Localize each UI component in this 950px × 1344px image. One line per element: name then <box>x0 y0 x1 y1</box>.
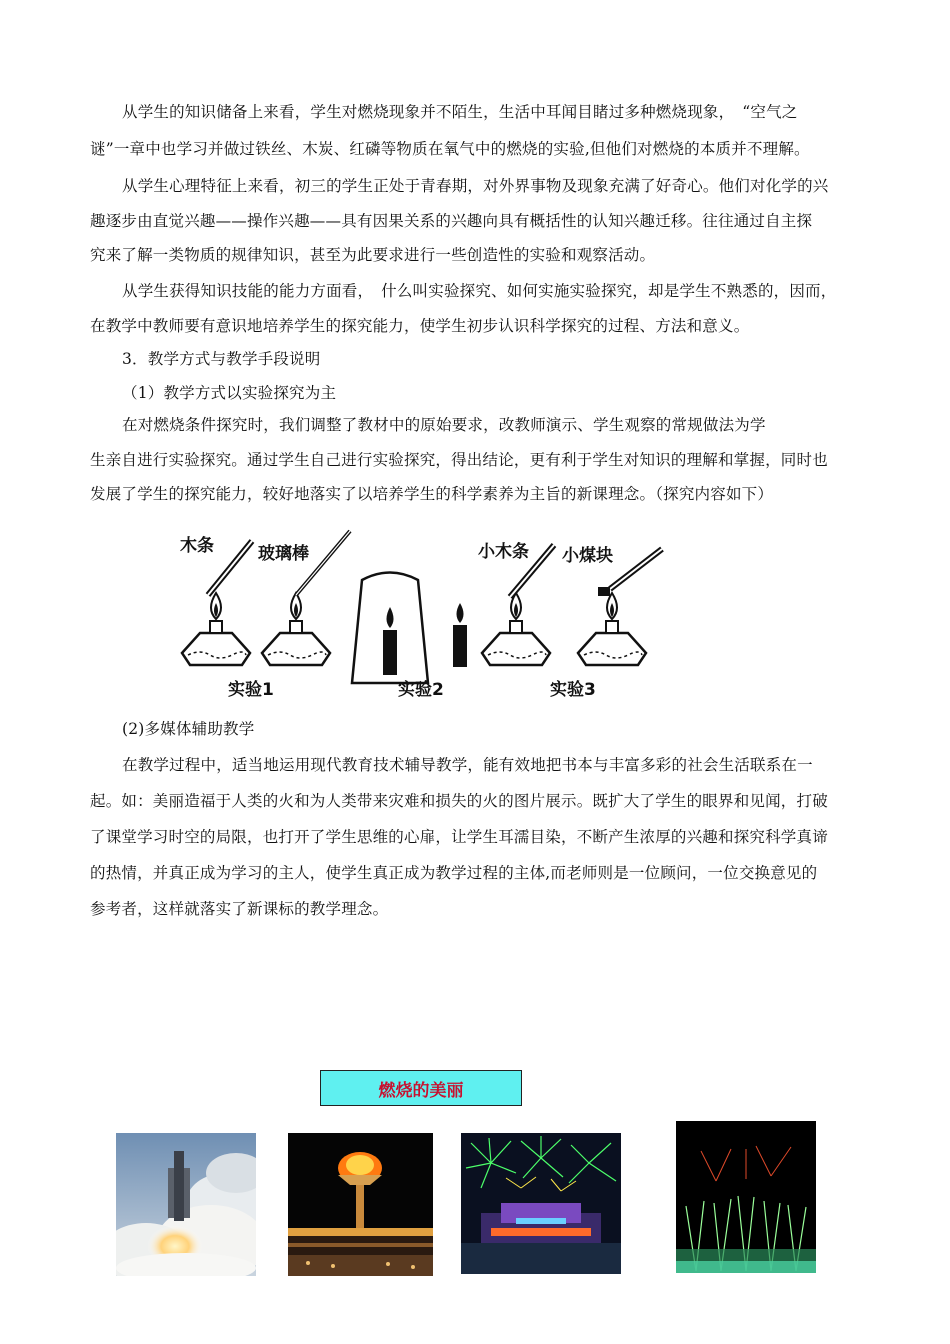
paragraph-line: 从学生的知识储备上来看，学生对燃烧现象并不陌生，生活中耳闻目睹过多种燃烧现象， “空气之 <box>122 103 798 121</box>
paragraph-line: 起。如：美丽造福于人类的火和为人类带来灾难和损失的火的图片展示。既扩大了学生的眼界和见闻，打破 <box>90 792 828 810</box>
paragraph-line: 趣逐步由直觉兴趣——操作兴趣——具有因果关系的兴趣向具有概括性的认知兴趣迁移。往往通过自主探 <box>90 212 813 230</box>
candle <box>453 603 467 667</box>
alcohol-lamp-4 <box>578 593 646 665</box>
caption-experiment-2: 实验2 <box>398 680 444 700</box>
paragraph-line: 从学生心理特征上来看，初三的学生正处于青春期，对外界事物及现象充满了好奇心。他们对化学的兴 <box>122 177 829 195</box>
alcohol-lamp-2 <box>262 593 330 665</box>
alcohol-lamp-3 <box>482 593 550 665</box>
paragraph-line: 的热情，并真正成为学习的主人，使学生真正成为教学过程的主体,而老师则是一位顾问，一位交换意见的 <box>90 864 818 882</box>
label-coal-piece: 小煤块 <box>562 546 613 566</box>
paragraph-line: 在教学过程中，适当地运用现代教育技术辅导教学，能有效地把书本与丰富多彩的社会生活联系在一 <box>122 756 813 774</box>
rocket-launch-image <box>116 1133 256 1276</box>
paragraph-line: 生亲自进行实验探究。通过学生自己进行实验探究，得出结论，更有利于学生对知识的理解和掌握，同时也 <box>90 451 828 469</box>
torch-cauldron-image <box>288 1133 433 1276</box>
section-heading: 3．教学方式与教学手段说明 <box>122 350 321 368</box>
subsection-heading: （1）教学方式以实验探究为主 <box>122 384 337 402</box>
inverted-beaker <box>352 573 428 684</box>
paragraph-line: 在对燃烧条件探究时，我们调整了教材中的原始要求，改教师演示、学生观察的常规做法为学 <box>122 416 766 434</box>
caption-experiment-3: 实验3 <box>550 680 596 700</box>
experiment-figure <box>170 525 695 705</box>
paragraph-line: 从学生获得知识技能的能力方面看， 什么叫实验探究、如何实施实验探究，却是学生不熟悉的，因而， <box>122 282 837 300</box>
paragraph-line: 参考者，这样就落实了新课标的教学理念。 <box>90 900 389 918</box>
label-wood-stick: 木条 <box>180 536 214 556</box>
caption-experiment-1: 实验1 <box>228 680 274 700</box>
paragraph-line: 究来了解一类物质的规律知识，甚至为此要求进行一些创造性的实验和观察活动。 <box>90 246 656 264</box>
paragraph-line: 了课堂学习时空的局限，也打开了学生思维的心扉，让学生耳濡目染，不断产生浓厚的兴趣和探究科学真谛 <box>90 828 828 846</box>
slide-title: 燃烧的美丽 <box>320 1070 522 1106</box>
paragraph-line: 在教学中教师要有意识地培养学生的探究能力，使学生初步认识科学探究的过程、方法和意义。 <box>90 317 750 335</box>
subsection-heading: (2)多媒体辅助教学 <box>122 720 255 738</box>
fireworks-fountain-image <box>676 1121 816 1273</box>
alcohol-lamp-1 <box>182 593 250 665</box>
experiment-diagram <box>170 525 695 705</box>
fireworks-stage-image <box>461 1133 621 1274</box>
paragraph-line: 发展了学生的探究能力，较好地落实了以培养学生的科学素养为主旨的新课理念。（探究内容如下） <box>90 485 774 503</box>
coal-piece <box>598 587 610 596</box>
label-small-wood-stick: 小木条 <box>478 542 529 562</box>
label-glass-rod: 玻璃棒 <box>258 544 309 564</box>
paragraph-line: 谜”一章中也学习并做过铁丝、木炭、红磷等物质在氧气中的燃烧的实验,但他们对燃烧的本质并不理解。 <box>90 140 810 158</box>
